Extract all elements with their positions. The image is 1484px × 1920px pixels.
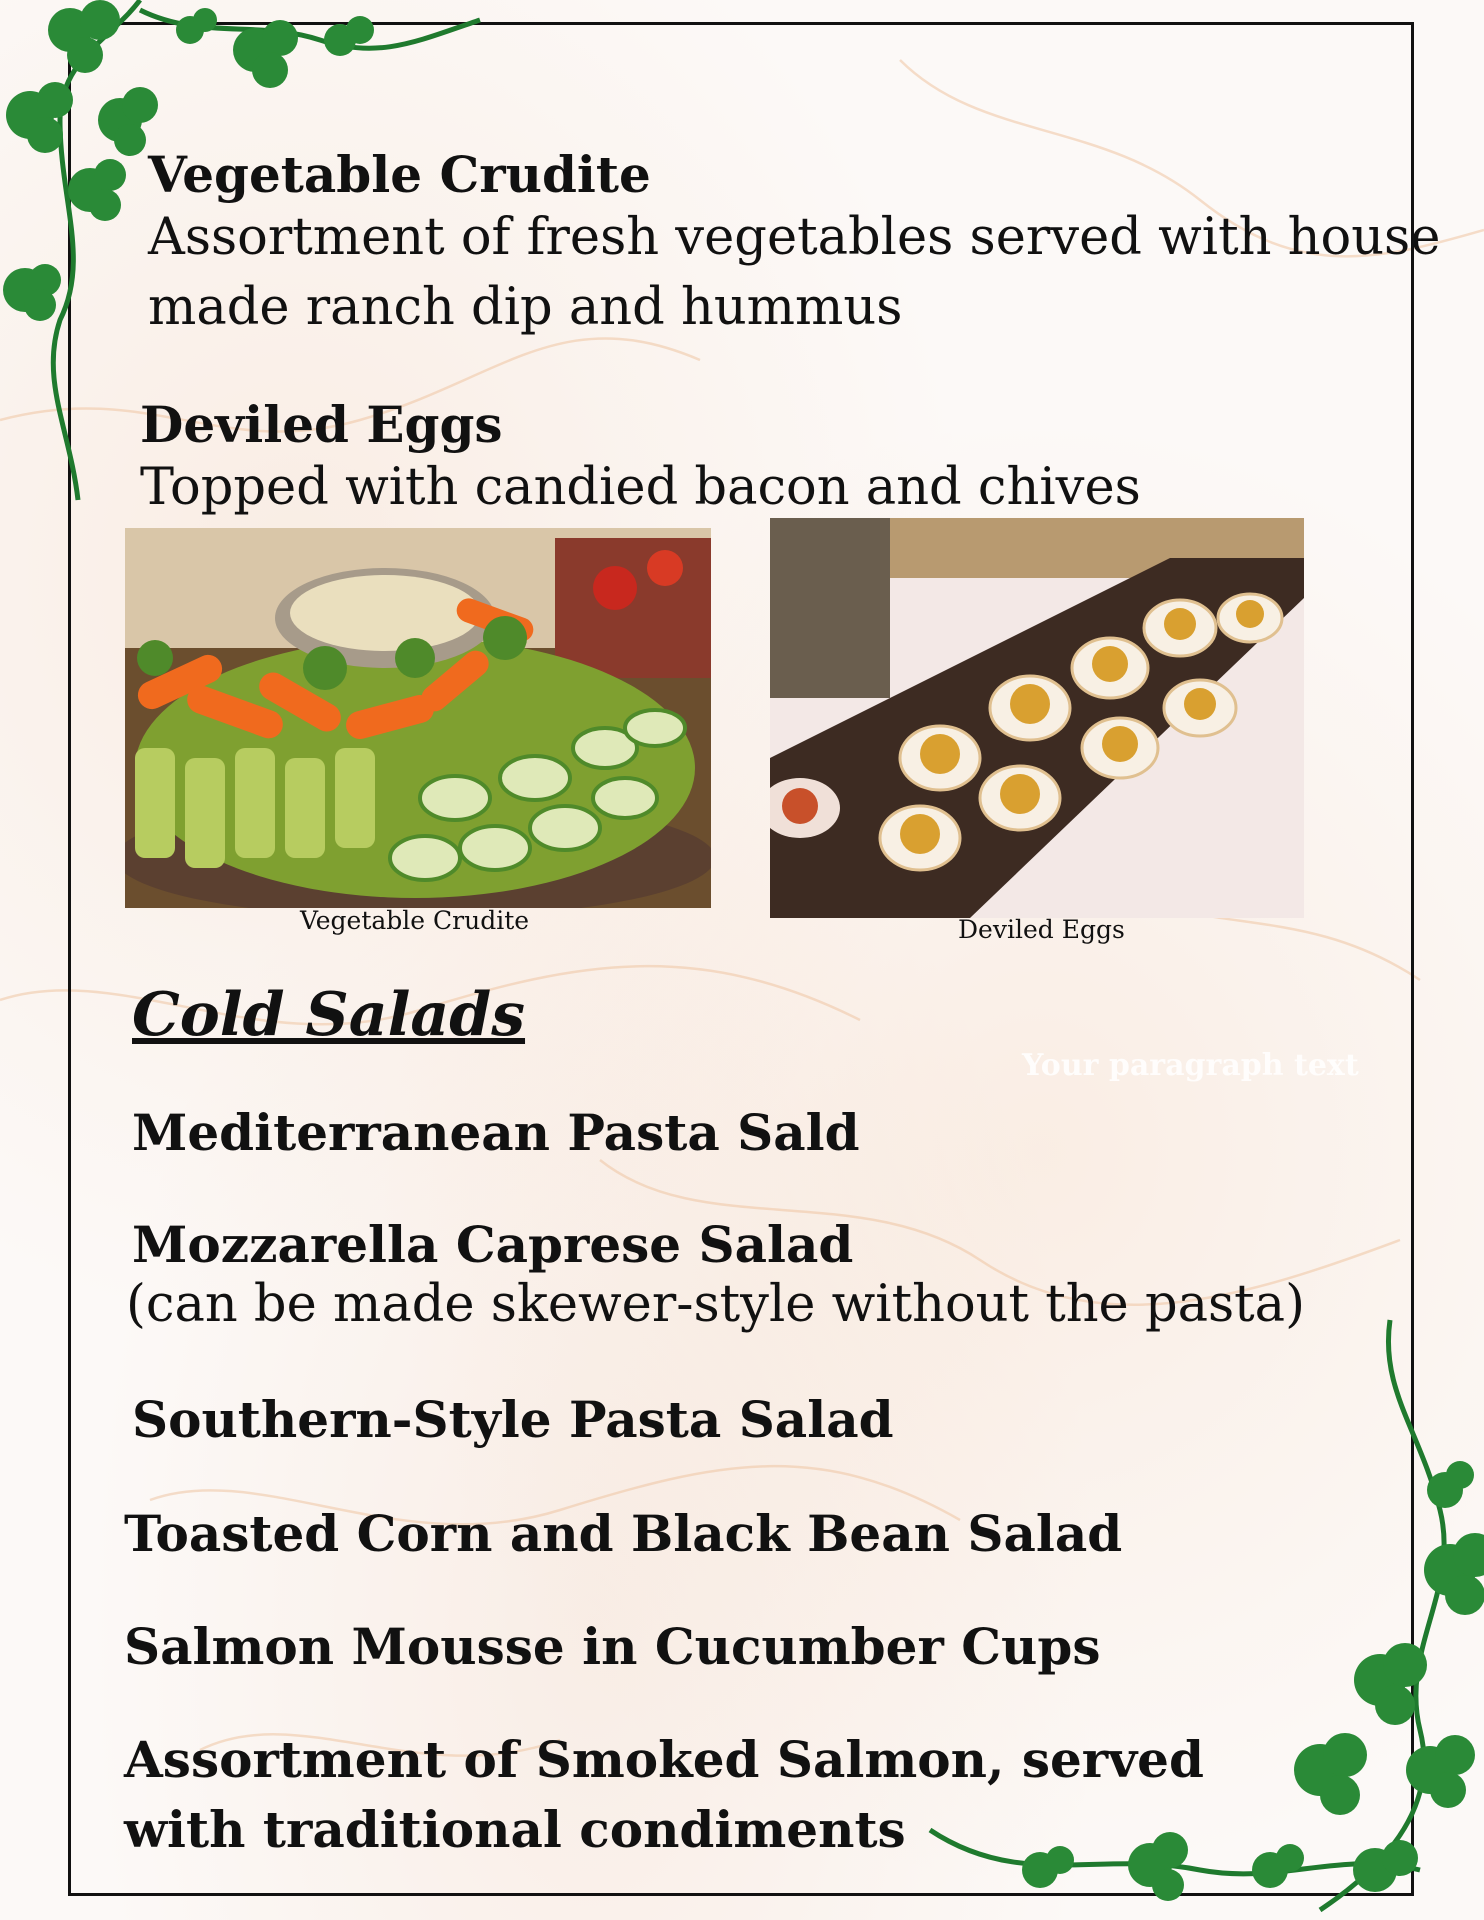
salad-mediterranean-pasta: Mediterranean Pasta Sald bbox=[132, 1103, 860, 1162]
salad-southern-style-pasta: Southern-Style Pasta Salad bbox=[132, 1390, 894, 1449]
photo-caption-vegetable-crudite: Vegetable Crudite bbox=[300, 906, 530, 935]
vegetable-crudite-photo bbox=[125, 528, 711, 908]
item-description-deviled-eggs: Topped with candied bacon and chives bbox=[140, 458, 1141, 517]
salad-smoked-salmon-line-2: with traditional condiments bbox=[124, 1800, 906, 1859]
salad-mozzarella-caprese: Mozzarella Caprese Salad bbox=[132, 1215, 854, 1274]
clover-vine-bottom-right bbox=[900, 1310, 1484, 1920]
placeholder-paragraph-text: Your paragraph text bbox=[1022, 1048, 1359, 1083]
section-title-cold-salads: Cold Salads bbox=[132, 980, 526, 1050]
item-description-line-1: Assortment of fresh vegetables served with house bbox=[148, 208, 1441, 267]
photo-caption-deviled-eggs: Deviled Eggs bbox=[958, 915, 1125, 944]
item-description-line-2: made ranch dip and hummus bbox=[148, 278, 903, 337]
item-title-deviled-eggs: Deviled Eggs bbox=[140, 395, 503, 454]
deviled-eggs-photo bbox=[770, 518, 1304, 918]
salad-salmon-mousse: Salmon Mousse in Cucumber Cups bbox=[124, 1617, 1101, 1676]
salad-smoked-salmon-line-1: Assortment of Smoked Salmon, served bbox=[124, 1730, 1204, 1789]
salad-toasted-corn-black-bean: Toasted Corn and Black Bean Salad bbox=[124, 1504, 1123, 1563]
salad-mozzarella-caprese-note: (can be made skewer-style without the pasta) bbox=[126, 1275, 1305, 1334]
item-title-vegetable-crudite: Vegetable Crudite bbox=[148, 145, 651, 204]
